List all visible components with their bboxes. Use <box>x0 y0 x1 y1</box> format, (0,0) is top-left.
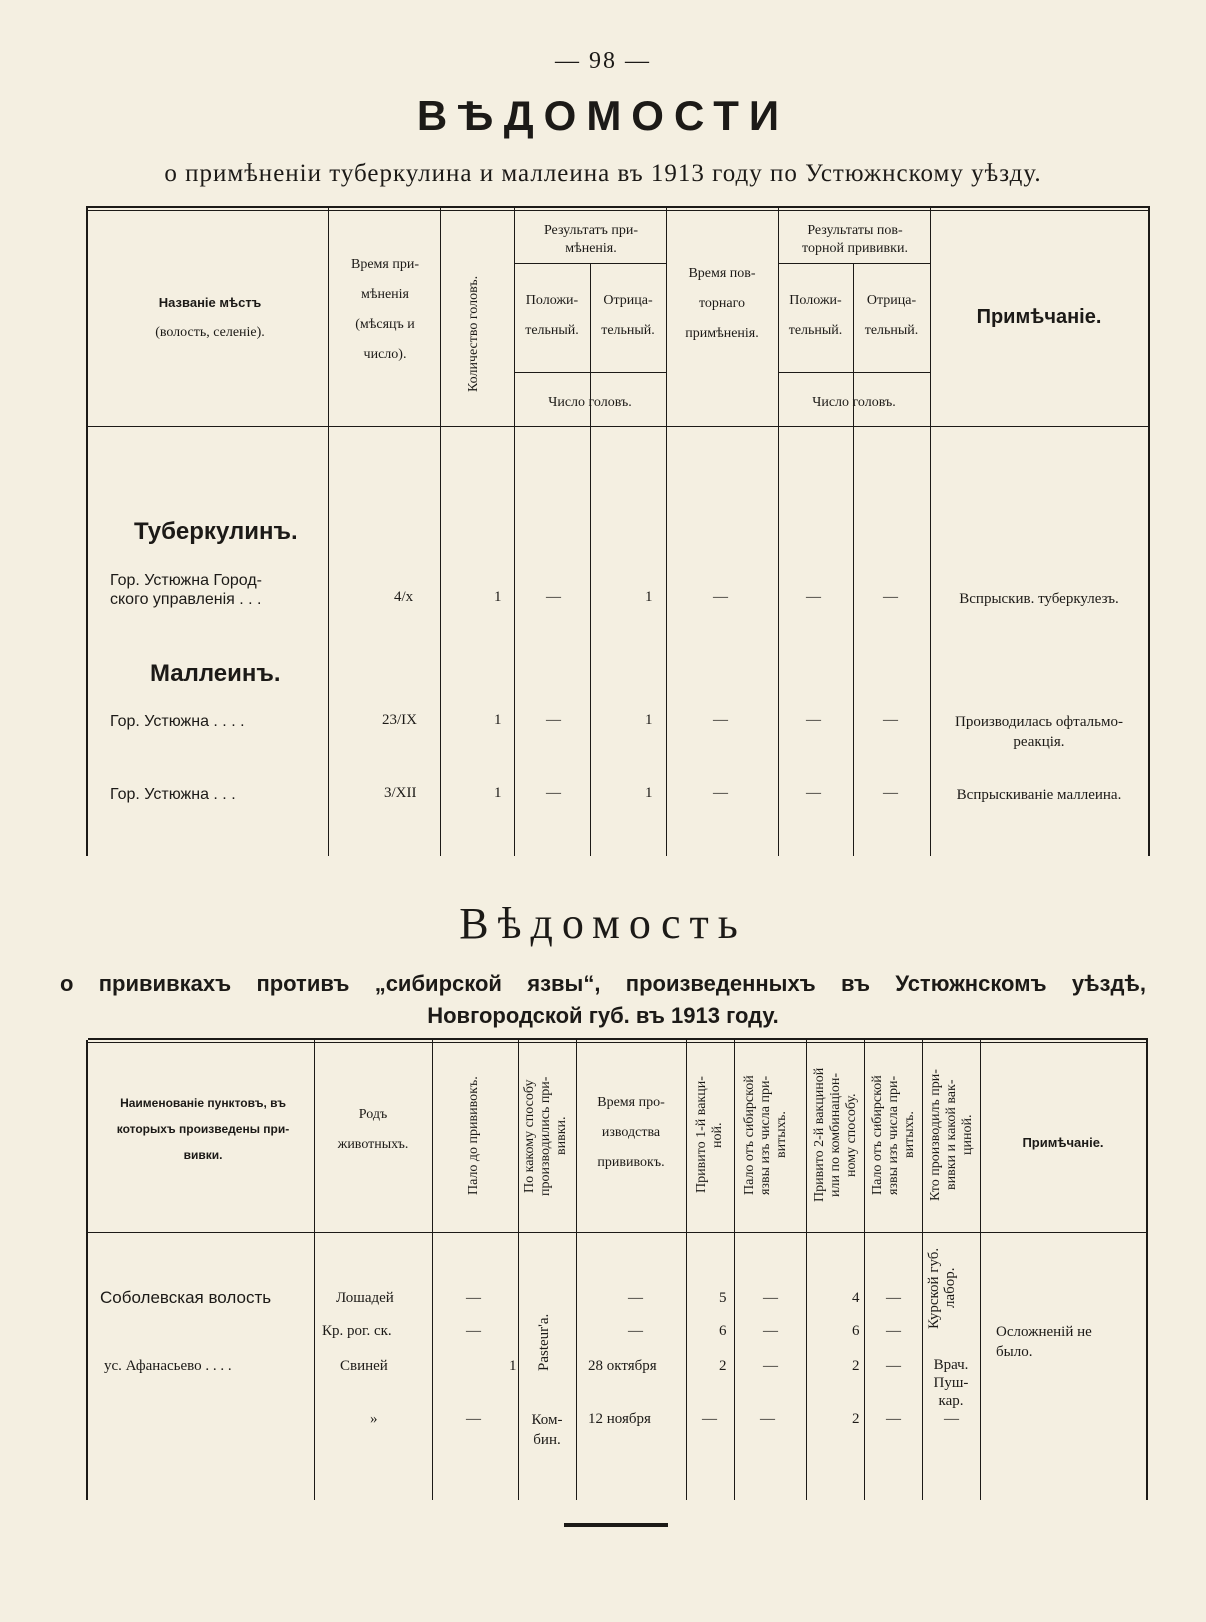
t2-vacc1: — <box>702 1411 717 1427</box>
header-line: Время про- <box>597 1095 665 1110</box>
t2-died1: — <box>763 1290 778 1306</box>
t2-header-note: Примѣчаніе. <box>1022 1135 1104 1150</box>
section-tuberculin: Туберкулинъ. <box>134 518 298 545</box>
t2-died2: — <box>886 1358 901 1374</box>
header-line: изводства <box>601 1125 661 1140</box>
table2-top-rule <box>88 1038 1148 1040</box>
header-time-line: число). <box>363 347 407 362</box>
t2-header-who: Кто производилъ при- вивки и какой вак- циной. <box>928 1069 975 1201</box>
header-positive2 <box>778 286 853 346</box>
row-note-line: реакція. <box>1013 734 1065 750</box>
table2-border-left <box>86 1040 88 1500</box>
row-count: 1 <box>494 785 502 801</box>
header-heads-1: Число головъ. <box>548 395 632 410</box>
header-line: мѣненія. <box>565 241 617 256</box>
row-note: Вспрыскиваніе маллеина. <box>956 787 1122 803</box>
t2-method-comb-line: бин. <box>533 1432 561 1448</box>
table1-subtitle: о примѣненіи туберкулина и маллеина въ 1913 году по Устюжнскому уѣзду. <box>164 160 1042 187</box>
t2-vacc2: 2 <box>852 1411 860 1427</box>
t2-died1: — <box>763 1323 778 1339</box>
header-note: Примѣчаніе. <box>976 306 1102 328</box>
t2-species: » <box>370 1411 378 1427</box>
header-line: тельный. <box>788 323 843 338</box>
end-rule <box>564 1523 668 1527</box>
t2-died2: — <box>886 1411 901 1427</box>
header-line: прививокъ. <box>597 1155 665 1170</box>
row-note-line: Производилась офтальмо- <box>955 714 1123 730</box>
header-negative <box>590 286 666 346</box>
t2-method-comb-line: Ком- <box>531 1412 563 1428</box>
row-positive2: — <box>806 712 821 728</box>
header-line: Отрица- <box>603 293 653 308</box>
t2-died-before: — <box>466 1290 481 1306</box>
table2-col-divider <box>922 1040 923 1500</box>
header-line: примѣненія. <box>685 326 759 341</box>
row-place: Гор. Устюжна . . . . <box>110 713 245 730</box>
header-line: тельный. <box>601 323 655 338</box>
t2-vacc2: 2 <box>852 1358 860 1374</box>
header-line: Положи- <box>525 293 579 308</box>
row-negative: 1 <box>645 712 653 728</box>
t2-header-vacc2: Привито 2-й вакциной или по комбинаціон- ному способу. <box>812 1067 859 1203</box>
t2-died2: — <box>886 1323 901 1339</box>
header-time-line: мѣненія <box>361 287 409 302</box>
t2-header-died2: Пало отъ сибирской язвы изъ числа при- витыхъ. <box>870 1075 917 1195</box>
row-repeat-time: — <box>713 712 728 728</box>
table2-col-divider <box>980 1040 981 1500</box>
t2-header-place <box>92 1090 314 1168</box>
t2-vacc2: 6 <box>852 1323 860 1339</box>
row-time: 3/XII <box>384 785 417 801</box>
t2-header-method: По какому способу производились при- вивки. <box>522 1076 569 1196</box>
header-line: Результатъ при- <box>543 223 639 238</box>
t2-who-doctor <box>922 1356 980 1410</box>
table2-col-divider <box>806 1040 807 1500</box>
table1-top-rule-thin <box>88 210 1150 211</box>
header-line: тельный. <box>864 323 919 338</box>
header-repeat-group <box>780 222 930 258</box>
row-time: 4/x <box>394 589 414 605</box>
row-positive2: — <box>806 589 821 605</box>
t2-header-died1: Пало отъ сибирской язвы изъ числа при- витыхъ. <box>742 1075 789 1195</box>
row-negative: 1 <box>645 785 653 801</box>
row-repeat-time: — <box>713 785 728 801</box>
row-note-line: Вспрыскив. туберкулезъ. <box>959 591 1119 607</box>
header-line: Наименованіе пунктовъ, въ <box>120 1096 286 1110</box>
t2-species: Лошадей <box>336 1290 394 1306</box>
t2-place-main: Соболевская волость <box>100 1288 272 1307</box>
row-count: 1 <box>494 712 502 728</box>
table1-border-right <box>1148 206 1150 856</box>
table2-subtitle-line: о прививкахъ противъ „сибирской язвы“, произведенныхъ въ Устюжнскомъ уѣздѣ, <box>60 971 1146 996</box>
header-line: торнаго <box>698 296 746 311</box>
row-count: 1 <box>494 589 502 605</box>
table1-sub-rule <box>514 263 666 264</box>
table1-title: ВѢДОМОСТИ <box>416 92 790 139</box>
t2-header-died-before: Пало до прививокъ. <box>466 1076 481 1196</box>
header-place <box>92 288 328 348</box>
row-negative: 1 <box>645 589 653 605</box>
t2-time: 12 ноября <box>588 1411 651 1427</box>
t2-note-line: Осложненій не <box>996 1324 1092 1340</box>
table2-subtitle <box>60 968 1146 1032</box>
t2-note-line: было. <box>996 1344 1033 1360</box>
t2-header-vacc1: Привито 1-й вакци- ной. <box>694 1076 725 1194</box>
t2-method-pasteur: Pasteur'a. <box>536 1313 552 1371</box>
header-time-line: (мѣсяцъ и <box>355 317 415 332</box>
t2-time: — <box>628 1323 643 1339</box>
page-number: — 98 — <box>555 48 651 74</box>
header-count: Количество головъ. <box>466 275 481 393</box>
table2-col-divider <box>432 1040 433 1500</box>
table1-col-divider <box>328 206 329 856</box>
table2-col-divider <box>864 1040 865 1500</box>
header-heads-2: Число головъ. <box>812 395 896 410</box>
table2-subtitle-line: Новгородской губ. въ 1913 году. <box>427 1003 779 1028</box>
table1-sub-rule <box>514 372 666 373</box>
t2-died1: — <box>763 1358 778 1374</box>
row-place: Гор. Устюжна . . . <box>110 786 236 803</box>
row-place-line: Гор. Устюжна Город- <box>110 572 263 589</box>
t2-header-time <box>576 1088 686 1178</box>
row-place <box>110 571 326 609</box>
table1-header-rule <box>88 426 1150 427</box>
row-note <box>930 712 1148 752</box>
header-line: Результаты пов- <box>807 223 903 238</box>
row-time: 23/IX <box>382 712 417 728</box>
header-time-line: Время при- <box>351 257 419 272</box>
table1-col-divider <box>853 264 854 856</box>
header-negative2 <box>853 286 930 346</box>
table2-top-rule-thin <box>88 1042 1148 1043</box>
t2-method-comb <box>518 1410 576 1450</box>
row-positive: — <box>546 712 561 728</box>
row-positive: — <box>546 589 561 605</box>
table2-header-rule <box>88 1232 1148 1233</box>
t2-who-doctor-line: кар. <box>938 1393 964 1409</box>
t2-died-before: — <box>466 1411 481 1427</box>
header-time <box>330 250 440 370</box>
table1-sub-rule <box>778 263 930 264</box>
row-positive: — <box>546 785 561 801</box>
row-negative2: — <box>883 712 898 728</box>
header-line: тельный. <box>525 323 579 338</box>
t2-time: 28 октября <box>588 1358 657 1374</box>
t2-who: — <box>944 1411 959 1427</box>
table1-col-divider <box>590 264 591 856</box>
header-line: Родъ <box>358 1107 388 1122</box>
header-place-line: Названіе мѣстъ <box>158 295 262 310</box>
row-negative2: — <box>883 785 898 801</box>
table2-col-divider <box>734 1040 735 1500</box>
header-line: Положи- <box>789 293 842 308</box>
t2-header-species <box>314 1100 432 1160</box>
table2-col-divider <box>686 1040 687 1500</box>
table1-top-rule <box>88 206 1150 208</box>
header-line: Время пов- <box>688 266 756 281</box>
table2-border-right <box>1146 1040 1148 1500</box>
t2-who-doctor-line: Пуш- <box>933 1375 969 1391</box>
header-line: животныхъ. <box>337 1137 409 1152</box>
t2-note <box>984 1322 1154 1362</box>
t2-vacc1: 6 <box>719 1323 727 1339</box>
header-place-line: (волость, селеніе). <box>155 325 265 340</box>
header-line: Отрица- <box>866 293 917 308</box>
row-negative2: — <box>883 589 898 605</box>
header-repeat-time <box>666 259 778 349</box>
table1-col-divider <box>440 206 441 856</box>
section-mallein: Маллеинъ. <box>150 660 281 687</box>
t2-died1: — <box>760 1411 775 1427</box>
t2-died-before: 1 <box>509 1358 517 1374</box>
header-result-group <box>516 222 666 258</box>
t2-vacc2: 4 <box>852 1290 860 1306</box>
t2-died-before: — <box>466 1323 481 1339</box>
t2-vacc1: 5 <box>719 1290 727 1306</box>
row-place-line: ского управленія . . . <box>110 591 262 608</box>
t2-who-lab: Курской губ. лабор. <box>926 1247 958 1329</box>
t2-who-doctor-line: Врач. <box>933 1357 969 1373</box>
t2-place-sub: ус. Афанасьево . . . . <box>104 1358 232 1374</box>
header-positive <box>514 286 590 346</box>
header-line: которыхъ произведены при- <box>116 1122 290 1136</box>
table2-title: Вѣдомость <box>459 899 747 948</box>
row-note <box>930 589 1148 609</box>
t2-species: Свиней <box>340 1358 388 1374</box>
table1-border-left <box>86 206 88 856</box>
t2-time: — <box>628 1290 643 1306</box>
header-line: вивки. <box>183 1148 223 1162</box>
header-line: торной прививки. <box>802 241 908 256</box>
t2-species: Кр. рог. ск. <box>322 1323 392 1339</box>
row-positive2: — <box>806 785 821 801</box>
table1-sub-rule <box>778 372 930 373</box>
t2-died2: — <box>886 1290 901 1306</box>
row-repeat-time: — <box>713 589 728 605</box>
t2-vacc1: 2 <box>719 1358 727 1374</box>
